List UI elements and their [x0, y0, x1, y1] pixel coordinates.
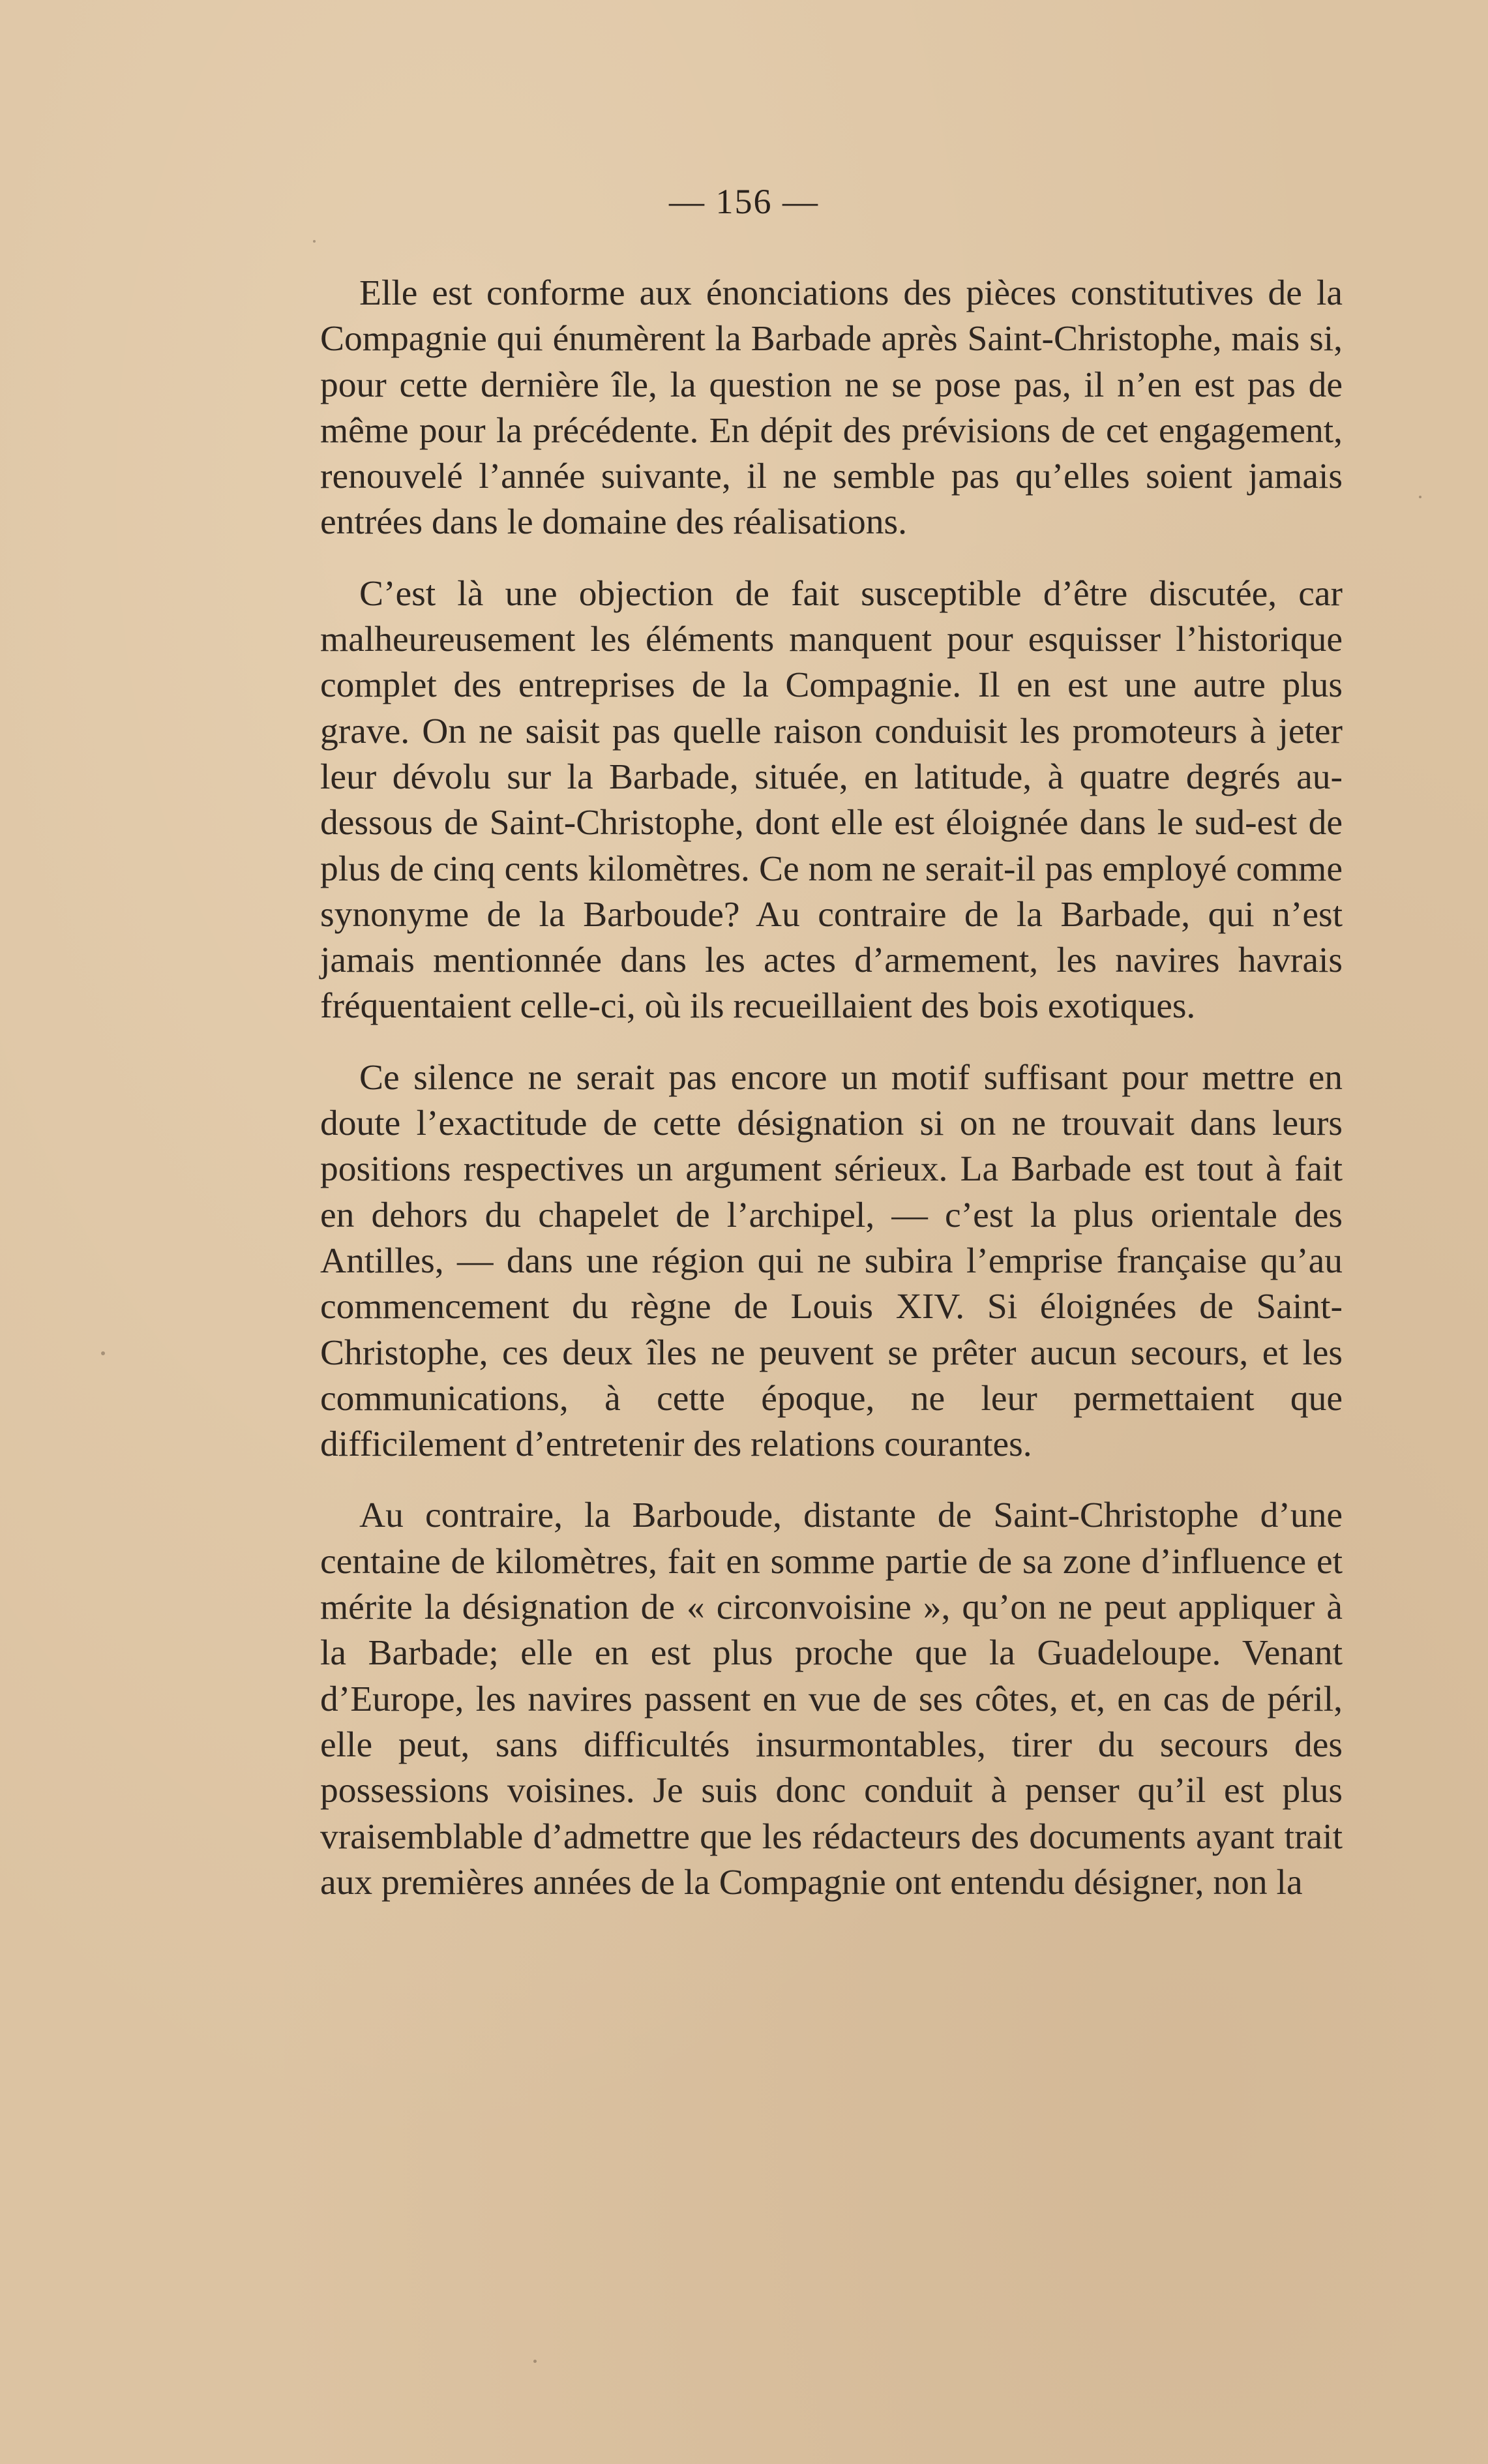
paper-speck: [313, 240, 316, 243]
paper-speck: [533, 2360, 537, 2363]
paragraph-2: C’est là une objection de fait susceptible d’être discutée, car malheureusement les éléments manquent pour esquisser l’historique complet des entreprises de la Compagnie. Il en est une autre plus grave. On ne saisit pas quelle raison conduisit les promoteurs à jeter leur dévolu sur la Barbade, située, en latitude, à quatre degrés au-dessous de Saint-Christophe, dont elle est éloignée dans le sud-est de plus de cinq cents kilomètres. Ce nom ne serait-il pas employé comme synonyme de la Barboude? Au contraire de la Barbade, qui n’est jamais mentionnée dans les actes d’armement, les navires havrais fréquentaient celle-ci, où ils recueillaient des bois exotiques.: [320, 573, 1343, 1027]
paragraph-3: Ce silence ne serait pas encore un motif suffisant pour mettre en doute l’exactitude de cette désignation si on ne trouvait dans leurs positions respectives un argument sérieux. La Barbade est tout à fait en dehors du chapelet de l’archipel, — c’est la plus orientale des Antilles, — dans une région qui ne subira l’emprise française qu’au commencement du règne de Louis XIV. Si éloignées de Saint-Christophe, ces deux îles ne peuvent se prêter aucun secours, et les communications, à cette époque, ne leur permettaient que difficilement d’entretenir des relations courantes.: [320, 1057, 1343, 1465]
paper-speck: [101, 1351, 105, 1355]
paper-speck: [1419, 496, 1421, 498]
paragraph-4: Au contraire, la Barboude, distante de Saint-Christophe d’une centaine de kilomètres, fait en somme partie de sa zone d’influence et mérite la désignation de « circonvoisine », qu’on ne peut appliquer à la Barbade; elle en est plus proche que la Guadeloupe. Venant d’Europe, les navires passent en vue de ses côtes, et, en cas de péril, elle peut, sans difficultés insurmontables, tirer du secours des possessions voisines. Je suis donc conduit à penser qu’il est plus vraisemblable d’admettre que les rédacteurs des documents ayant trait aux premières années de la Compagnie ont entendu désigner, non la: [320, 1495, 1343, 1902]
body-text: [320, 271, 1343, 1906]
paragraph-1: Elle est conforme aux énonciations des pièces constitutives de la Compagnie qui énumèrent la Barbade après Saint-Christophe, mais si, pour cette dernière île, la question ne se pose pas, il n’en est pas de même pour la précédente. En dépit des prévisions de cet engagement, renouvelé l’année suivante, il ne semble pas qu’elles soient jamais entrées dans le domaine des réalisations.: [320, 273, 1343, 543]
page-number: — 156 —: [669, 182, 819, 221]
